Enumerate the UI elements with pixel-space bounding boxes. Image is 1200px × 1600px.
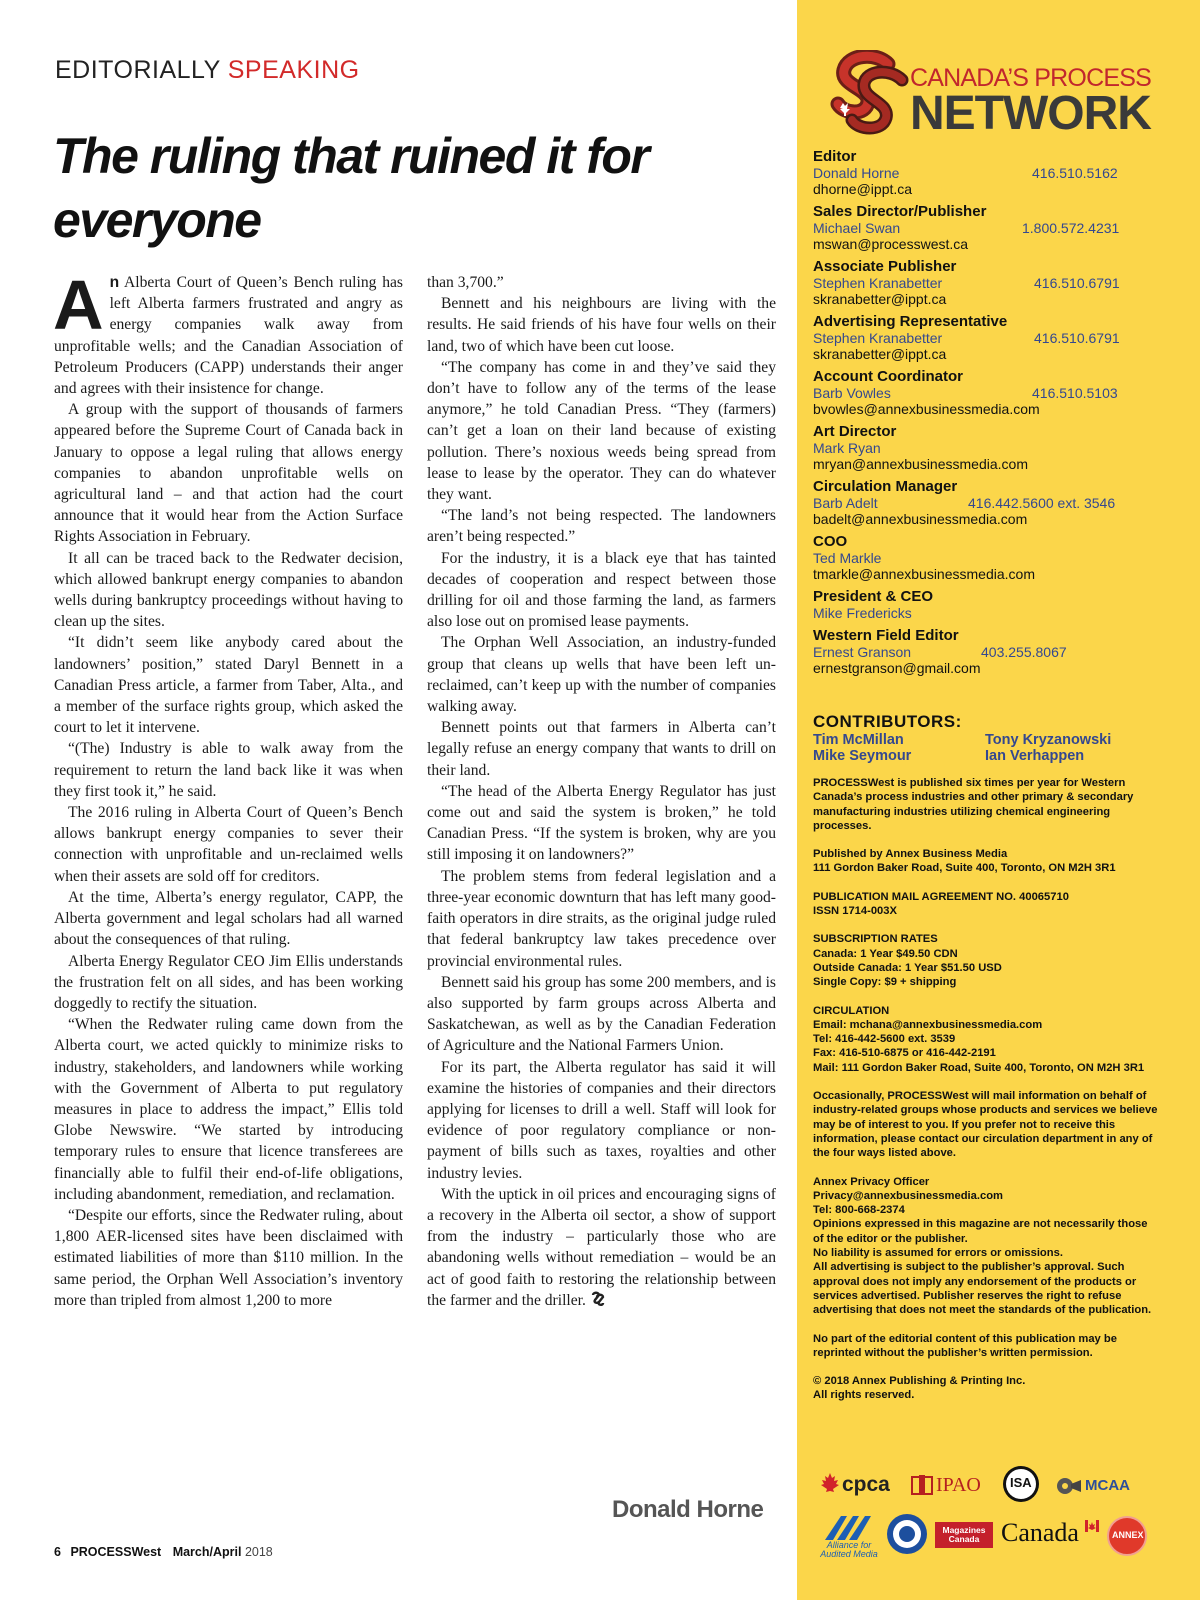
- info-line: Opinions expressed in this magazine are not necessarily those of the editor or the publisher.: [813, 1218, 1148, 1245]
- headline: The ruling that ruined it for everyone: [53, 128, 649, 248]
- role: President & CEO: [813, 588, 934, 605]
- email: dhorne@ippt.ca: [813, 181, 913, 197]
- info-block: [813, 1004, 1158, 1075]
- section-kicker: [55, 56, 360, 85]
- contributors: [813, 712, 1153, 764]
- magazine-name: PROCESSWest: [70, 1545, 162, 1559]
- paragraph-text: With the uptick in oil prices and encouraging signs of a recovery in the Alberta oil sector, a show of support from the industry – particularly those who are abandoning wells without remediation – would be an act of good faith to restoring the relationship between the farmer and the driller.: [427, 1185, 776, 1309]
- person-name: Barb Vowles: [813, 385, 891, 401]
- person-name: Michael Swan: [813, 220, 901, 236]
- info-line: Annex Privacy Officer: [813, 1175, 930, 1188]
- byline: Donald Horne: [612, 1496, 764, 1523]
- kicker-part2: SPEAKING: [227, 56, 360, 84]
- info-line: © 2018 Annex Publishing & Printing Inc.: [813, 1375, 1026, 1388]
- book-icon: [911, 1474, 933, 1496]
- contributor: Mike Seymour: [813, 748, 912, 764]
- contributor: Tim McMillan: [813, 732, 904, 748]
- phone: 416.510.6791: [1034, 275, 1120, 291]
- role: Western Field Editor: [813, 627, 959, 644]
- info-line: Mail: 111 Gordon Baker Road, Suite 400, Toronto, ON M2H 3R1: [813, 1061, 1145, 1074]
- circular-seal-icon: [887, 1514, 927, 1554]
- paragraph: Bennett said his group has some 200 members, and is also supported by farm groups across Alberta and Saskatchewan, as well as by the Canadian Federation of Agriculture and the National Farmers Union.: [427, 973, 776, 1055]
- info-block: [813, 1332, 1158, 1361]
- maple-leaf-icon: [819, 1472, 841, 1494]
- article-column-2: [427, 272, 776, 1311]
- email: tmarkle@annexbusinessmedia.com: [813, 566, 1035, 582]
- info-block: [813, 932, 1158, 989]
- email: bvowles@annexbusinessmedia.com: [813, 401, 1040, 417]
- cpca-logo: [819, 1472, 901, 1496]
- role: Advertising Representative: [813, 313, 1008, 330]
- phone: 403.255.8067: [981, 644, 1067, 660]
- email: ernestgranson@gmail.com: [813, 660, 981, 676]
- drop-cap: A: [53, 266, 104, 344]
- issue-date: March/April: [172, 1545, 242, 1559]
- contributor: Tony Kryzanowski: [985, 732, 1112, 748]
- paragraph: The 2016 ruling in Alberta Court of Queen’s Bench allows bankrupt energy companies to sever their connection with unprofitable and un-reclaimed wells when their assets are sold off for creditors.: [54, 804, 403, 885]
- person-name: Ted Markle: [813, 550, 882, 566]
- article-column-1: [53, 266, 403, 1311]
- paragraph: “The head of the Alberta Energy Regulator has just come out and said the system is broken,” he told Canadian Press. “If the system is broken, why are you still imposing it on landowners?”: [427, 782, 776, 864]
- magazines-canada-logo: Magazines Canada: [935, 1522, 993, 1548]
- paragraph: “The company has come in and they’ve said they don’t have to follow any of the terms of the lease anymore,” he told Canadian Press. “They (farmers) can’t get a loan on their land because of existing pollution. There’s noxious weeds being spread from lease to lease by the operator. They can do whatever they want.: [427, 358, 776, 504]
- person-name: Ernest Granson: [813, 644, 912, 660]
- masthead-entry: [813, 588, 1153, 621]
- cpca-text: cpca: [842, 1473, 890, 1496]
- role: Circulation Manager: [813, 478, 958, 495]
- phone: 416.442.5600 ext. 3546: [968, 495, 1116, 511]
- isa-logo: [1003, 1466, 1039, 1502]
- paragraph: Alberta Energy Regulator CEO Jim Ellis understands the frustration felt on all sides, and has been working doggedly to rectify the situation.: [54, 952, 403, 1012]
- info-block: [813, 890, 1158, 919]
- role: Art Director: [813, 423, 897, 440]
- ipao-logo: [911, 1474, 993, 1496]
- person-name: Donald Horne: [813, 165, 900, 181]
- email: mryan@annexbusinessmedia.com: [813, 456, 1028, 472]
- mcaa-logo: [1055, 1474, 1141, 1498]
- info-line: Single Copy: $9 + shipping: [813, 976, 957, 989]
- publication-info: [813, 776, 1158, 1403]
- info-line: Privacy@annexbusinessmedia.com: [813, 1189, 1003, 1202]
- masthead-entry: [813, 533, 1153, 582]
- gear-icon: [1055, 1474, 1083, 1498]
- role: Editor: [813, 148, 857, 165]
- issue-year: 2018: [244, 1545, 273, 1559]
- phone: 1.800.572.4231: [1022, 220, 1120, 236]
- aam-mark-icon: [823, 1516, 873, 1540]
- person-name: Mike Fredericks: [813, 605, 912, 621]
- info-line: Published by Annex Business Media: [813, 848, 1008, 861]
- role: Sales Director/Publisher: [813, 203, 987, 220]
- info-line: CIRCULATION: [813, 1004, 890, 1017]
- paragraph: The Orphan Well Association, an industry-funded group that cleans up wells that have been left un-reclaimed, can’t keep up with the number of companies walking away.: [427, 634, 776, 716]
- info-line: Fax: 416-510-6875 or 416-442-2191: [813, 1047, 996, 1060]
- info-line: All rights reserved.: [813, 1389, 915, 1402]
- phone: 416.510.6791: [1034, 330, 1120, 346]
- info-line: Outside Canada: 1 Year $51.50 USD: [813, 961, 1002, 974]
- canada-wordmark: [1001, 1518, 1079, 1548]
- logo-text-top: CANADA’S PROCESS: [910, 64, 1151, 92]
- aam-line-2: Audited Media: [820, 1549, 878, 1559]
- info-line: Tel: 800-668-2374: [813, 1204, 905, 1217]
- lead-word: n: [109, 274, 120, 291]
- role: Account Coordinator: [813, 368, 963, 385]
- info-block: [813, 847, 1158, 876]
- network-logo-icon: [826, 50, 910, 138]
- annex-text: ANNEX: [1112, 1530, 1144, 1540]
- person-name: Stephen Kranabetter: [813, 275, 943, 291]
- info-line: All advertising is subject to the publisher’s approval. Such approval does not imply any endorsement of the products or services advertised. Publisher reserves the right to refuse advertising that does not meet the standards of the publication.: [813, 1261, 1152, 1317]
- mcaa-text: MCAA: [1085, 1477, 1130, 1494]
- info-line: SUBSCRIPTION RATES: [813, 933, 938, 946]
- paragraph: “Despite our efforts, since the Redwater ruling, about 1,800 AER-licensed sites have been disclaimed with estimated liabilities of more than $110 million. In the same period, the Orphan Well Association’s inventory more than tripled from almost 1,200 to more: [54, 1206, 403, 1309]
- info-block: [813, 1175, 1158, 1318]
- phone: 416.510.5103: [1032, 385, 1118, 401]
- info-line: 111 Gordon Baker Road, Suite 400, Toronto, ON M2H 3R1: [813, 862, 1116, 875]
- role: Associate Publisher: [813, 258, 957, 275]
- paragraph: The problem stems from federal legislation and a three-year economic downturn that has left many good-faith operators in dire straits, as the original judge ruled that federal bankruptcy law takes precedence over provincial environmental rules.: [427, 867, 776, 970]
- paragraph: “(The) Industry is able to walk away from the requirement to return the land back like it was when they first took it,” he said.: [54, 740, 403, 800]
- page-number: 6: [54, 1545, 61, 1559]
- paragraph: It all can be traced back to the Redwater decision, which allowed bankrupt energy companies to abandon wells during bankruptcy proceedings without having to clean up the sites.: [54, 549, 403, 631]
- email: skranabetter@ippt.ca: [813, 291, 947, 307]
- paragraph: “It didn’t seem like anybody cared about the landowners’ position,” stated Daryl Bennett in a Canadian Press article, a farmer from Taber, Alta., and a member of the surface rights group, which asked the court to let it intervene.: [54, 634, 403, 737]
- person-name: Mark Ryan: [813, 440, 881, 456]
- info-block: [813, 776, 1158, 833]
- masthead-entry: [813, 258, 1153, 307]
- masthead-entry: [813, 368, 1153, 417]
- isa-text: ISA: [1010, 1475, 1032, 1490]
- ipao-text: IPAO: [936, 1474, 981, 1496]
- canada-flag-icon: [1085, 1520, 1099, 1532]
- info-block: [813, 1374, 1158, 1403]
- masthead-entry: [813, 148, 1153, 197]
- paragraph: “The land’s not being respected. The landowners aren’t being respected.”: [427, 507, 776, 546]
- page-footer: [54, 1545, 273, 1559]
- info-block: [813, 1089, 1158, 1160]
- phone: 416.510.5162: [1032, 165, 1118, 181]
- info-line: Canada: 1 Year $49.50 CDN: [813, 947, 958, 960]
- masthead-entry: [813, 478, 1153, 527]
- paragraph: For the industry, it is a black eye that has tainted decades of cooperation and respect between those drilling for oil and those farming the land, as farmers also lose out on promised lease payments.: [427, 549, 776, 631]
- aam-logo: [813, 1516, 885, 1560]
- masthead-entry: [813, 423, 1153, 472]
- person-name: Barb Adelt: [813, 495, 878, 511]
- network-logo: [826, 50, 1161, 140]
- paragraph-continued: than 3,700.”: [427, 274, 504, 291]
- paragraph: “When the Redwater ruling came down from the Alberta court, we acted quickly to minimize risks to industry, stakeholders, and landowners while working with the Government of Alberta to put regulatory measures in place to address the impact,” Ellis told Globe Newswire. “We started by introducing temporary rules to ensure that licence transferees are financially able to fulfil their end-of-life obligations, including abandonment, remediation, and reclamation.: [54, 1016, 403, 1203]
- partner-logos: [815, 1464, 1155, 1560]
- info-line: No part of the editorial content of this publication may be reprinted without the publisher’s written permission.: [813, 1332, 1117, 1359]
- info-line: Email: mchana@annexbusinessmedia.com: [813, 1018, 1043, 1031]
- end-mark-icon: [590, 1291, 606, 1307]
- role: COO: [813, 533, 848, 550]
- paragraph: At the time, Alberta’s energy regulator, CAPP, the Alberta government and legal scholars had all warned about the consequences of that ruling.: [54, 888, 403, 949]
- paragraph: For its part, the Alberta regulator has said it will examine the histories of companies and their directors applying for licenses to drill a well. Staff will look for evidence of poor regulatory compliance or non-payment of bills such as taxes, royalties and other industry levies.: [427, 1058, 776, 1182]
- info-line: Tel: 416-442-5600 ext. 3539: [813, 1033, 956, 1046]
- masthead-entry: [813, 313, 1153, 362]
- masthead-entry: [813, 203, 1153, 252]
- email: skranabetter@ippt.ca: [813, 346, 947, 362]
- annex-logo: [1107, 1516, 1147, 1556]
- masthead-entry: [813, 627, 1153, 676]
- aam-line-1: Alliance for: [826, 1540, 872, 1550]
- person-name: Stephen Kranabetter: [813, 330, 943, 346]
- contributors-heading: CONTRIBUTORS:: [813, 712, 962, 731]
- logo-text-bottom: NETWORK: [910, 87, 1151, 140]
- info-line: Occasionally, PROCESSWest will mail information on behalf of industry-related groups whose products and services we believe may be of interest to you. If you prefer not to receive this information, please contact our circulation department in any of the four ways listed above.: [813, 1090, 1158, 1160]
- final-paragraph: [427, 1184, 776, 1311]
- info-line: No liability is assumed for errors or omissions.: [813, 1247, 1063, 1260]
- lead-paragraph: [53, 266, 403, 399]
- contributor: Ian Verhappen: [985, 748, 1085, 764]
- email: mswan@processwest.ca: [813, 236, 969, 252]
- email: badelt@annexbusinessmedia.com: [813, 511, 1028, 527]
- info-line: PUBLICATION MAIL AGREEMENT NO. 40065710: [813, 890, 1069, 903]
- masthead-list: [813, 148, 1153, 682]
- kicker-part1: EDITORIALLY: [55, 56, 221, 84]
- info-line: PROCESSWest is published six times per year for Western Canada’s process industries and other primary & secondary manufacturing industries utilizing chemical engineering processes.: [813, 777, 1134, 832]
- canada-text: Canada: [1001, 1518, 1079, 1547]
- paragraph: Bennett points out that farmers in Alberta can’t legally refuse an energy company that wants to drill on their land.: [427, 719, 776, 779]
- paragraph: Bennett and his neighbours are living with the results. He said friends of his have four wells on their land, two of which have been cut loose.: [427, 295, 776, 355]
- paragraph: Alberta Court of Queen’s Bench ruling has left Alberta farmers frustrated and angry as energy companies walk away from unprofitable wells; and the Canadian Association of Petroleum Producers (CAPP) understands their anger and agrees with their insistence for change.: [54, 274, 403, 398]
- paragraph: A group with the support of thousands of farmers appeared before the Supreme Court of Canada back in January to oppose a legal ruling that allows energy companies to abandon unprofitable wells on agricultural land – and that action had the court announce that it would hear from the Action Surface Rights Association in February.: [54, 401, 403, 546]
- info-line: ISSN 1714-003X: [813, 905, 897, 918]
